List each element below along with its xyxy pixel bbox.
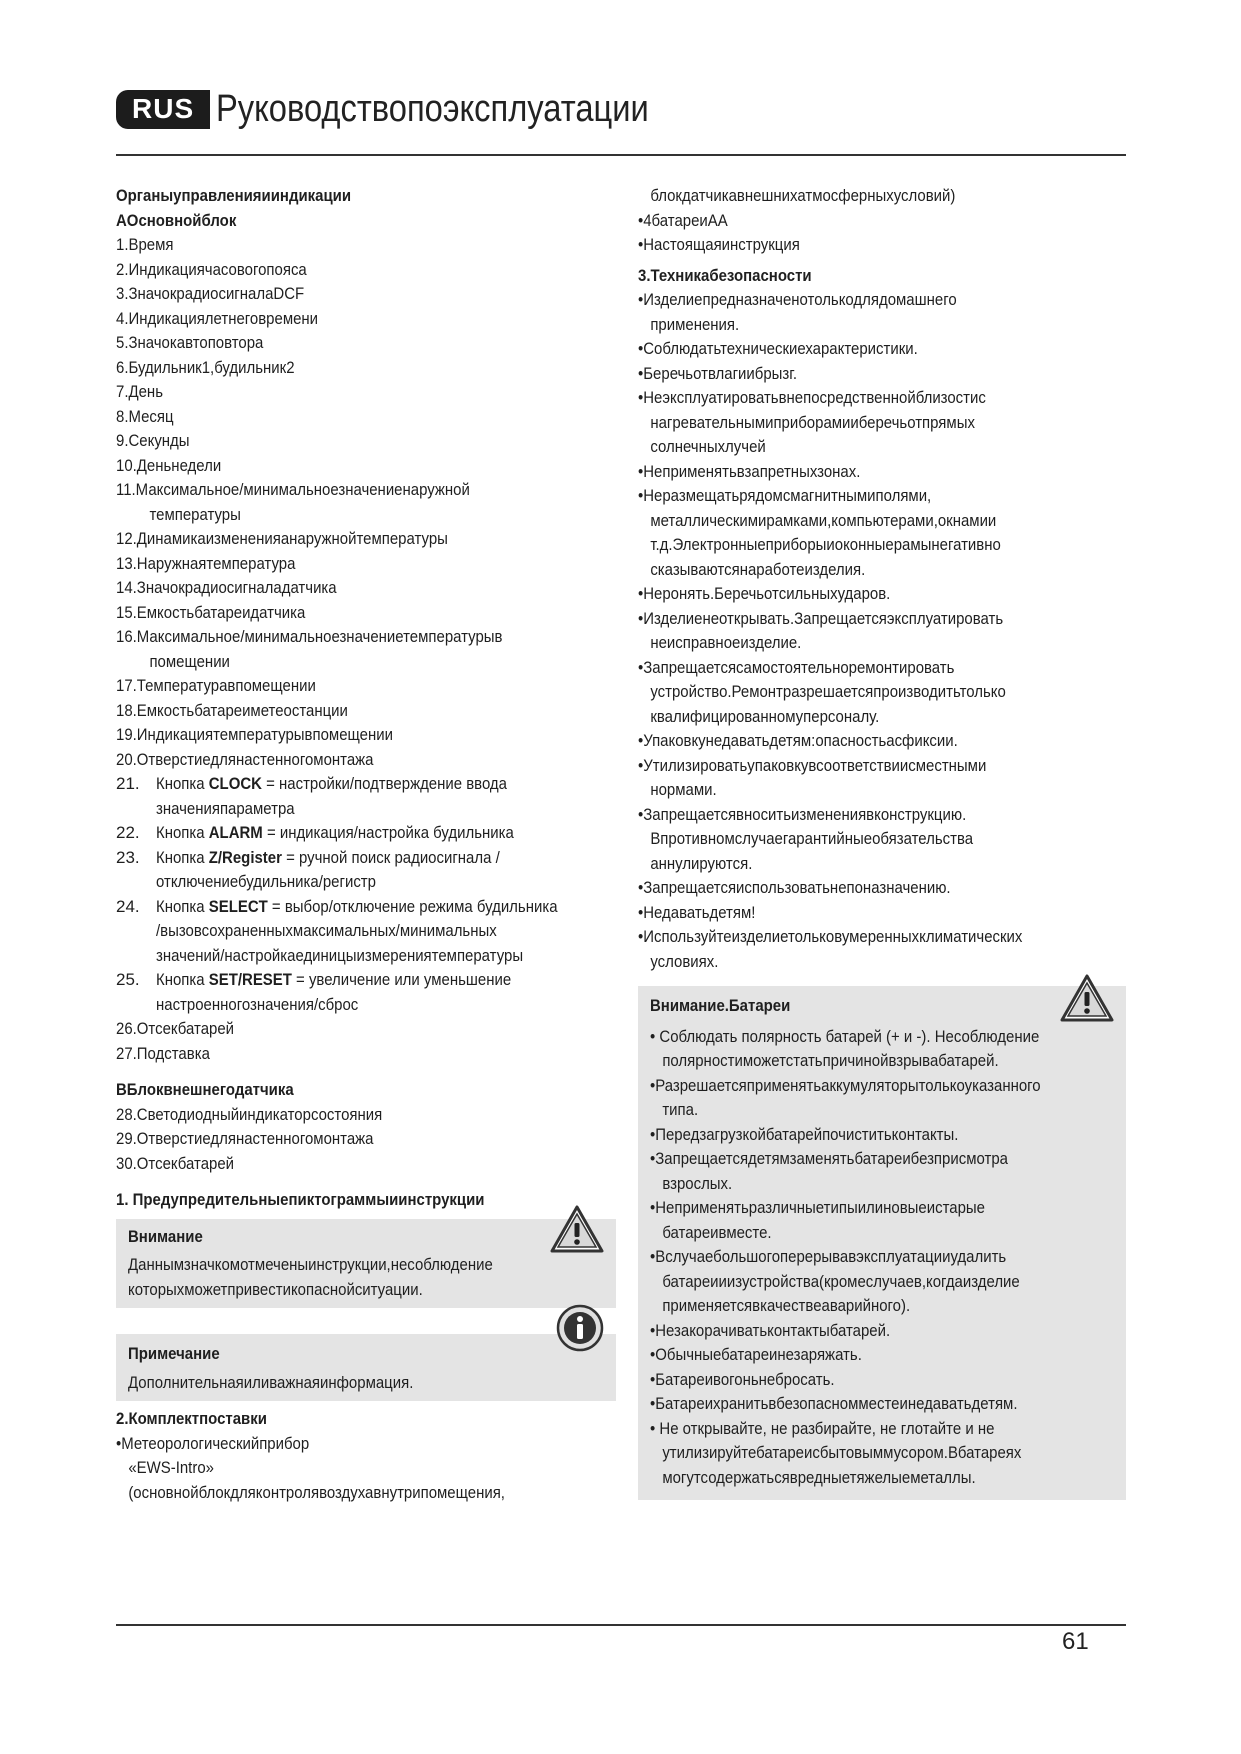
section3-heading: 3.Техникабезопасности (638, 265, 812, 285)
battery-item (650, 1245, 1114, 1319)
safety-line: т.д.Электронныеприборыиоконныерамынегативно (650, 535, 1001, 554)
info-icon (556, 1304, 604, 1352)
main-unit-list-tail (116, 1017, 616, 1066)
item-line: /вызовсохраненныхмаксимальных/минимальных (156, 921, 497, 940)
item-text (156, 772, 616, 821)
list-item: 1.Время (116, 235, 174, 254)
delivery-item: •Метеорологическийприбор (116, 1433, 310, 1453)
battery-line: • Не открывайте, не разбирайте, не глотайте и не (650, 1418, 995, 1438)
list-item: 27.Подставка (116, 1043, 210, 1063)
item-line: отключениебудильника/регистр (156, 872, 376, 891)
left-column (116, 184, 616, 1505)
item-key: Z/Register (208, 847, 282, 867)
delivery-item: «EWS-Intro» (128, 1458, 214, 1477)
list-item: 7.День (116, 382, 163, 401)
safety-line: •Беречьотвлагиибрызг. (638, 363, 798, 383)
item-number: 25. (116, 970, 140, 989)
safety-line: •Упаковкунедаватьдетям:опасностьасфиксии. (638, 731, 958, 750)
safety-item (638, 484, 1126, 582)
warning-line: Даннымзначкомотмеченыинструкции,несоблюдение (128, 1255, 493, 1274)
item-key: SET/RESET (208, 970, 292, 989)
item-line (156, 846, 561, 871)
delivery-list-continued (638, 184, 1126, 258)
item-line (156, 772, 561, 797)
item-post: = увеличение или уменьшение (291, 970, 512, 989)
top-divider (116, 154, 1126, 156)
safety-item (638, 656, 1126, 730)
battery-list (650, 1025, 1114, 1491)
list-item: 3.ЗначокрадиосигналаDCF (116, 284, 305, 303)
language-badge: RUS (116, 90, 210, 129)
battery-line: типа. (662, 1100, 699, 1119)
safety-line: неисправноеизделие. (650, 633, 802, 652)
section1-heading: 1. Предупредительныепиктограммыиинструкции (116, 1190, 485, 1209)
battery-line: утилизируйтебатареисбытовыммусором.Вбатареях (662, 1443, 1022, 1462)
item-pre: Кнопка (156, 823, 209, 842)
battery-line: •Обычныебатареинезаряжать. (650, 1345, 862, 1364)
item-number: 21. (116, 774, 140, 793)
page-title: Руководствопоэксплуатации (216, 88, 649, 130)
safety-line: •Утилизироватьупаковкувсоответствиисместными (638, 755, 987, 775)
list-item: 20.Отверстиедлянастенногомонтажа (116, 749, 374, 769)
list-item: 12.Динамикаизмененияанаружнойтемпературы (116, 529, 448, 548)
item-post: = ручной поиск радиосигнала / (281, 847, 500, 867)
safety-item (638, 901, 1126, 926)
item-key: SELECT (208, 896, 268, 916)
safety-line: металлическимирамками,компьютерами,окнамии (650, 510, 997, 530)
list-item: 13.Наружнаятемпература (116, 553, 296, 573)
safety-item (638, 803, 1126, 877)
button-item (116, 846, 616, 895)
battery-line: •Неприменятьразличныетипыилиновыеистарые (650, 1198, 985, 1217)
safety-line: нагревательнымиприборамииберечьотпрямых (650, 412, 975, 432)
controls-heading: Органыуправленияииндикации (116, 186, 352, 205)
list-item: помещении (149, 651, 230, 671)
item-line: значений/настройкаединицыизмерениятемпературы (156, 945, 524, 965)
safety-item (638, 460, 1126, 485)
safety-line: •Изделиенеоткрывать.Запрещаетсяэксплуатировать (638, 608, 1004, 628)
list-item: 17.Температуравпомещении (116, 676, 316, 695)
safety-line: сказываютсянаработеизделия. (650, 559, 866, 579)
battery-item (650, 1196, 1114, 1245)
note-line: Дополнительнаяиливажнаяинформация. (128, 1372, 414, 1392)
battery-line: • Соблюдать полярность батарей (+ и -). Несоблюдение (650, 1026, 1040, 1046)
battery-item (650, 1147, 1114, 1196)
battery-warning-triangle-icon (1060, 974, 1114, 1022)
delivery-item: блокдатчикавнешнихатмосферныхусловий) (650, 186, 956, 205)
item-post: = выбор/отключение режима будильника (267, 896, 558, 916)
item-pre: Кнопка (156, 774, 209, 793)
item-pre: Кнопка (156, 896, 209, 916)
safety-line: •Неэксплуатироватьвнепосредственнойблизостис (638, 388, 986, 407)
item-text (156, 895, 616, 969)
section2-heading: 2.Комплектпоставки (116, 1409, 267, 1428)
safety-item (638, 925, 1126, 974)
item-number: 24. (116, 896, 140, 916)
battery-line: •Запрещаетсядетямзаменятьбатареибезприсмотра (650, 1149, 1008, 1168)
safety-line: квалифицированномуперсоналу. (650, 706, 880, 726)
document-header (116, 88, 719, 131)
safety-line: •Изделиепредназначенотолькодлядомашнего (638, 290, 957, 309)
warning-triangle-icon (550, 1205, 604, 1253)
delivery-item: •Настоящаяинструкция (638, 235, 800, 254)
note-box (116, 1334, 616, 1401)
safety-item (638, 288, 1126, 337)
list-item: 28.Светодиодныйиндикаторсостояния (116, 1104, 383, 1124)
item-text (156, 821, 616, 846)
safety-line: •Неприменятьвзапретныхзонах. (638, 461, 861, 481)
button-item (116, 968, 616, 1017)
safety-line: нормами. (650, 780, 717, 799)
battery-box-title: Внимание.Батареи (650, 996, 791, 1015)
battery-line: полярностиможетстатьпричинойвзрывабатарей. (662, 1051, 999, 1070)
safety-line: солнечныхлучей (650, 437, 766, 456)
button-item (116, 772, 616, 821)
safety-line: •Используйтеизделиетольковумеренныхклиматических (638, 927, 1023, 946)
safety-item (638, 729, 1126, 754)
safety-line: •Недаватьдетям! (638, 902, 756, 922)
list-item: 8.Месяц (116, 406, 174, 426)
battery-item (650, 1123, 1114, 1148)
battery-line: •Передзагрузкойбатарейпочиститьконтакты. (650, 1124, 959, 1144)
warning-text (128, 1253, 604, 1302)
note-text (128, 1371, 604, 1396)
item-line: значенияпараметра (156, 798, 295, 818)
battery-line: могутсодержатьсявредныетяжелыеметаллы. (662, 1467, 976, 1487)
item-line (156, 821, 561, 846)
battery-warning-box (638, 986, 1126, 1500)
list-item: 4.Индикациялетнеговремени (116, 308, 319, 328)
warning-line: которыхможетпривестикопаснойситуации. (128, 1279, 423, 1299)
safety-list (638, 288, 1126, 974)
list-item: 2.Индикациячасовогопояса (116, 259, 307, 279)
battery-line: •Батареихранитьвбезопасномместеинедаватьдетям. (650, 1394, 1018, 1413)
list-item: 19.Индикациятемпературывпомещении (116, 725, 393, 744)
main-unit-heading: AОсновнойблок (116, 210, 237, 230)
battery-line: батареивместе. (662, 1222, 772, 1242)
safety-line: •Запрещаетсяиспользоватьнепоназначению. (638, 878, 951, 897)
safety-item (638, 876, 1126, 901)
battery-item (650, 1074, 1114, 1123)
safety-item (638, 754, 1126, 803)
item-post: = настройки/подтверждение ввода (261, 774, 507, 793)
safety-line: •Запрещаетсясамостоятельноремонтировать (638, 657, 955, 677)
item-key: CLOCK (208, 774, 262, 793)
sensor-list (116, 1103, 616, 1177)
battery-item (650, 1368, 1114, 1393)
list-item: 11.Максимальное/минимальноезначениенаружной (116, 480, 470, 499)
item-line: настроенногозначения/сброс (156, 994, 359, 1014)
battery-line: применяетсявкачествеаварийного). (662, 1296, 911, 1315)
battery-line: •Незакорачиватьконтактыбатарей. (650, 1320, 891, 1340)
list-item: 5.Значокавтоповтора (116, 333, 264, 352)
delivery-item: (основнойблокдляконтролявоздухавнутрипомещения, (128, 1482, 505, 1502)
note-title: Примечание (128, 1344, 220, 1363)
item-text (156, 846, 616, 895)
list-item: 14.Значокрадиосигналадатчика (116, 578, 337, 597)
battery-item (650, 1319, 1114, 1344)
list-item: 16.Максимальное/минимальноезначениетемпературыв (116, 627, 503, 646)
list-item: 9.Секунды (116, 431, 190, 450)
battery-item (650, 1392, 1114, 1417)
item-line (156, 968, 561, 993)
item-number: 22. (116, 823, 140, 842)
sensor-heading: BБлоквнешнегодатчика (116, 1080, 294, 1099)
safety-line: •Соблюдатьтехническиехарактеристики. (638, 339, 918, 358)
battery-line: взрослых. (662, 1173, 733, 1193)
item-line (156, 895, 561, 920)
item-pre: Кнопка (156, 847, 209, 867)
list-item: 6.Будильник1,будильник2 (116, 357, 295, 377)
item-text (156, 968, 616, 1017)
list-item: 18.Емкостьбатареиметеостанции (116, 700, 348, 720)
button-item (116, 895, 616, 969)
battery-item (650, 1025, 1114, 1074)
safety-item (638, 582, 1126, 607)
warning-title: Внимание (128, 1226, 203, 1246)
battery-line: •Вслучаебольшогоперерывавэксплуатацииудалить (650, 1247, 1007, 1266)
safety-line: условиях. (650, 951, 719, 971)
safety-line: аннулируются. (650, 853, 753, 873)
item-pre: Кнопка (156, 970, 209, 989)
safety-item (638, 386, 1126, 460)
item-post: = индикация/настройка будильника (262, 823, 514, 842)
list-item: 15.Емкостьбатареидатчика (116, 602, 306, 622)
list-item: 26.Отсекбатарей (116, 1019, 235, 1038)
safety-item (638, 337, 1126, 362)
battery-line: •Батареивогоньнебросать. (650, 1369, 835, 1389)
button-item (116, 821, 616, 846)
battery-line: батареииизустройства(кромеслучаев,когдаизделие (662, 1271, 1020, 1291)
right-column (638, 184, 1126, 1500)
safety-line: Впротивномслучаегарантийныеобязательства (650, 829, 974, 848)
safety-item (638, 607, 1126, 656)
buttons-list (116, 772, 616, 1017)
safety-line: •Неразмещатьрядомсмагнитнымиполями, (638, 486, 932, 505)
main-unit-list (116, 233, 616, 772)
list-item: 30.Отсекбатарей (116, 1153, 235, 1173)
safety-line: •Запрещаетсявноситьизменениявконструкцию. (638, 804, 967, 824)
item-number: 23. (116, 847, 140, 867)
item-key: ALARM (208, 823, 263, 842)
safety-line: •Неронять.Беречьотсильныхударов. (638, 584, 891, 603)
safety-line: устройство.Ремонтразрешаетсяпроизводитьтолько (650, 682, 1006, 701)
list-item: температуры (149, 504, 241, 524)
delivery-list (116, 1432, 616, 1506)
warning-box (116, 1219, 616, 1309)
safety-item (638, 362, 1126, 387)
battery-item (650, 1343, 1114, 1368)
list-item: 10.Деньнедели (116, 455, 222, 475)
safety-line: применения. (650, 314, 740, 334)
bottom-divider (116, 1624, 1126, 1626)
battery-line: •Разрешаетсяприменятьаккумуляторытолькоуказанного (650, 1075, 1041, 1095)
page-number: 61 (1062, 1628, 1089, 1655)
battery-item (650, 1417, 1114, 1491)
list-item: 29.Отверстиедлянастенногомонтажа (116, 1129, 374, 1148)
delivery-item: •4батареиAA (638, 210, 728, 230)
